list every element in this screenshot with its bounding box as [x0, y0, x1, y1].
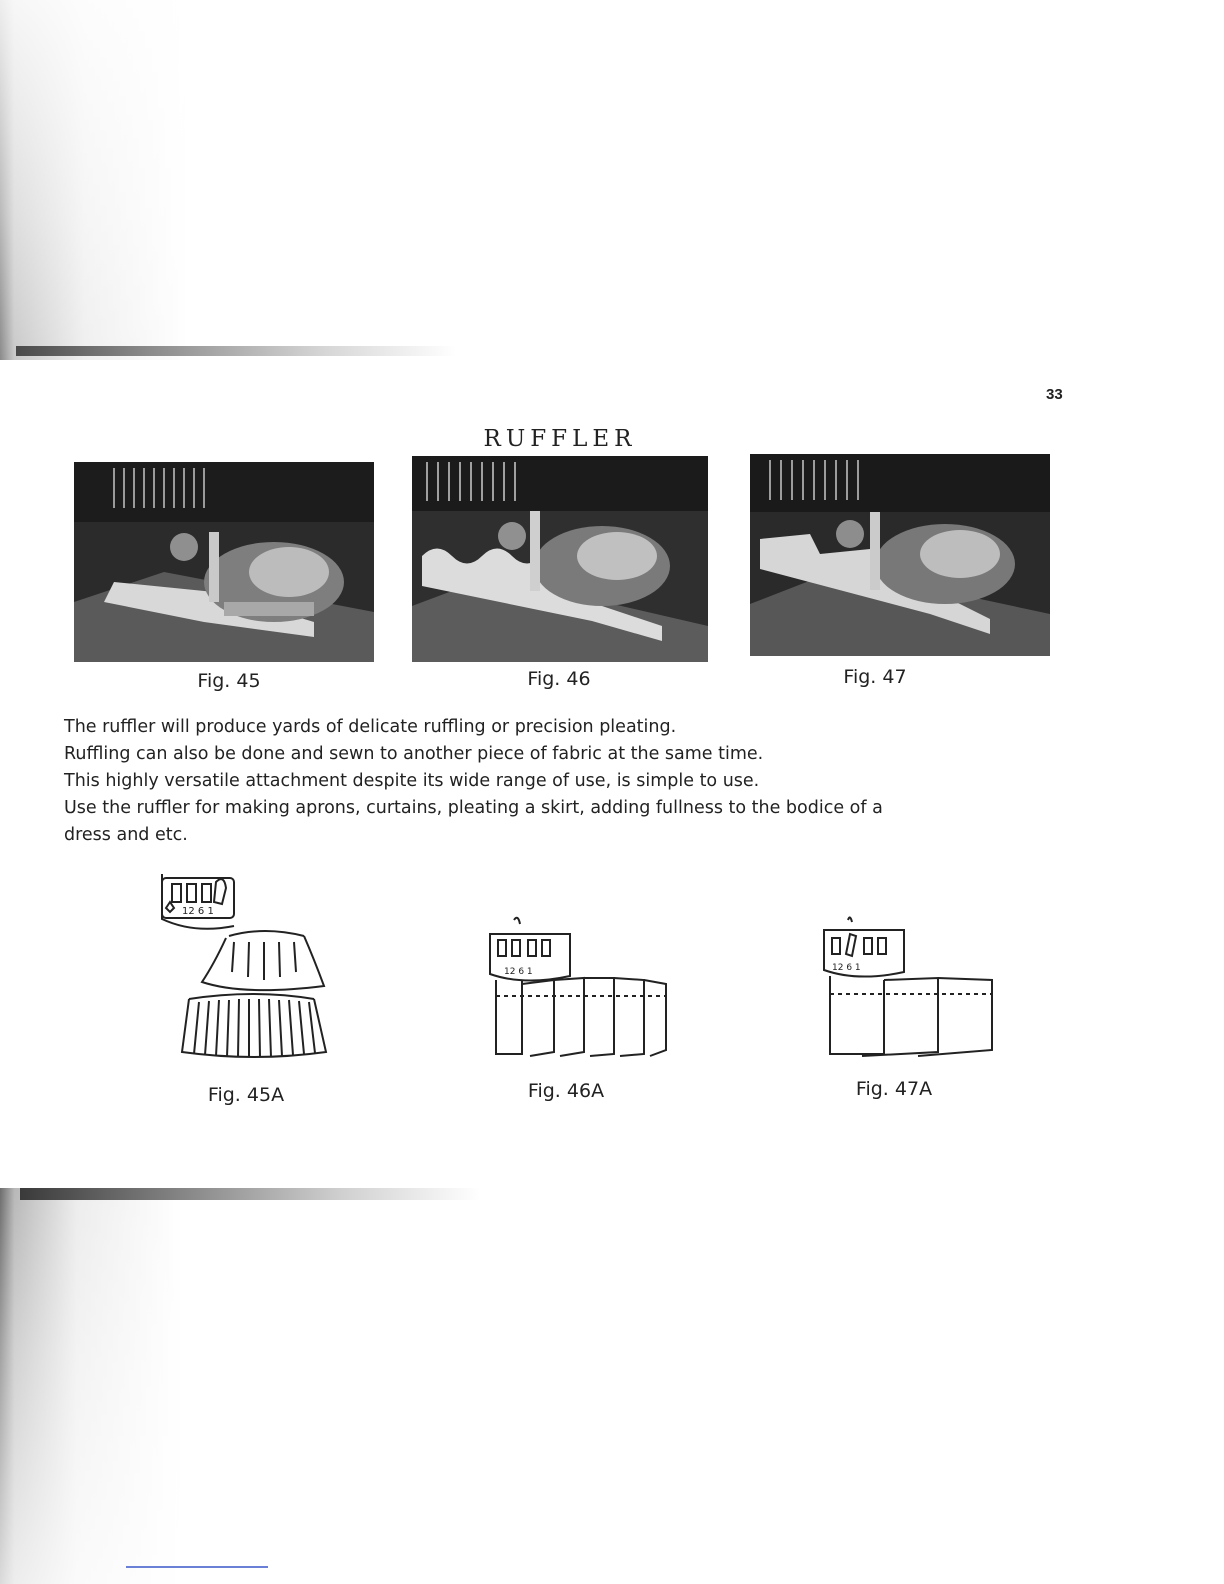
body-line: Use the ruffler for making aprons, curtains, pleating a skirt, adding fullness to the bodice of a	[64, 798, 883, 818]
body-line: This highly versatile attachment despite its wide range of use, is simple to use.	[64, 771, 760, 791]
photo-caption: Fig. 46	[527, 668, 591, 690]
body-line: The ruffler will produce yards of delicate ruffling or precision pleating.	[64, 717, 677, 737]
link-underline	[126, 1566, 268, 1568]
dial-numbers: 12 6 1	[182, 906, 214, 917]
photo-caption: Fig. 47	[843, 666, 907, 688]
body-text	[64, 714, 1074, 849]
page-title: RUFFLER	[483, 426, 637, 452]
body-line: Ruffling can also be done and sewn to another piece of fabric at the same time.	[64, 744, 764, 764]
page-number: 33	[1046, 386, 1063, 403]
pleats-every-12-stitches-drawing	[818, 914, 1004, 1064]
ruffler-pleating-photo	[750, 454, 1050, 656]
drawing-caption: Fig. 46A	[527, 1080, 605, 1102]
scan-shadow-top-fade	[0, 0, 470, 360]
pleats-every-stitch-drawing	[484, 914, 674, 1064]
drawing-caption: Fig. 47A	[855, 1078, 933, 1100]
scan-edge-bottom	[20, 1188, 480, 1200]
drawing-caption: Fig. 45A	[207, 1084, 285, 1106]
gathered-and-pleated-skirt-drawing	[154, 864, 334, 1074]
scan-shadow-bottom-fade	[0, 1188, 480, 1584]
photo-caption: Fig. 45	[197, 670, 261, 692]
scan-edge-top	[16, 346, 456, 356]
ruffler-gathering-photo	[412, 456, 708, 662]
body-line: dress and etc.	[64, 825, 188, 845]
dial-numbers: 12 6 1	[832, 963, 861, 973]
ruffler-straight-stitch-photo	[74, 462, 374, 662]
dial-numbers: 12 6 1	[504, 967, 533, 977]
